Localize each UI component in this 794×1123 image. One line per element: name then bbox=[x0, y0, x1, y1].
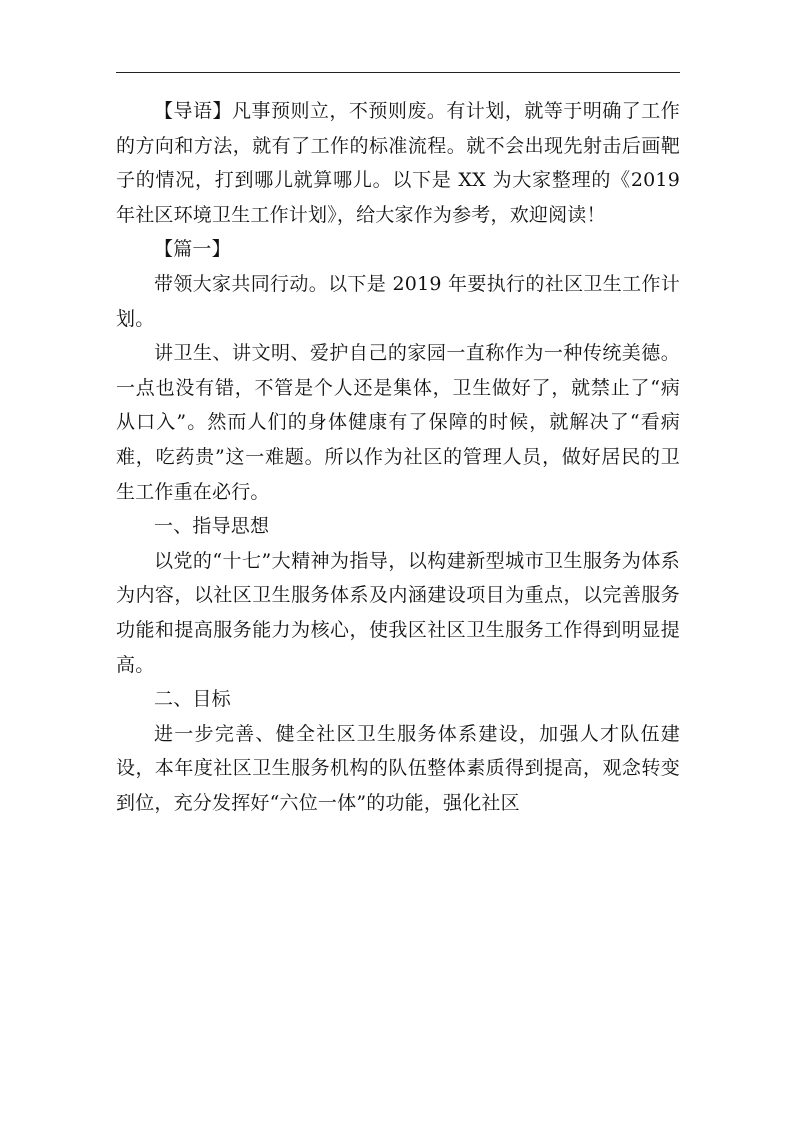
section-heading-part-one: 【篇一】 bbox=[154, 238, 231, 261]
body-paragraph: 以党的“十七”大精神为指导，以构建新型城市卫生服务为体系为内容，以社区卫生服务体系及内涵建设项目为重点，以完善服务功能和提高服务能力为核心，使我区社区卫生服务工作得到明显提高。 bbox=[116, 549, 680, 676]
body-paragraph: 带领大家共同行动。以下是 2019 年要执行的社区卫生工作计划。 bbox=[116, 272, 680, 330]
document-body bbox=[116, 94, 680, 820]
body-paragraph: 讲卫生、讲文明、爱护自己的家园一直称作为一种传统美德。一点也没有错，不管是个人还是集体，卫生做好了，就禁止了“病从口入”。然而人们的身体健康有了保障的时候，就解决了“看病难，吃药贵”这一难题。所以作为社区的管理人员，做好居民的卫生工作重在必行。 bbox=[116, 342, 680, 503]
section-heading-goals: 二、目标 bbox=[154, 688, 231, 711]
header-rule bbox=[116, 72, 680, 73]
section-heading-guiding-ideology: 一、指导思想 bbox=[154, 515, 270, 538]
body-paragraph: 进一步完善、健全社区卫生服务体系建设，加强人才队伍建设，本年度社区卫生服务机构的队伍整体素质得到提高，观念转变到位，充分发挥好“六位一体”的功能，强化社区 bbox=[116, 722, 680, 814]
intro-paragraph: 【导语】凡事预则立，不预则废。有计划，就等于明确了工作的方向和方法，就有了工作的标准流程。就不会出现先射击后画靶子的情况，打到哪儿就算哪儿。以下是 XX 为大家整理的《2019 年社区环境卫生工作计划》，给大家作为参考，欢迎阅读！ bbox=[116, 100, 680, 226]
